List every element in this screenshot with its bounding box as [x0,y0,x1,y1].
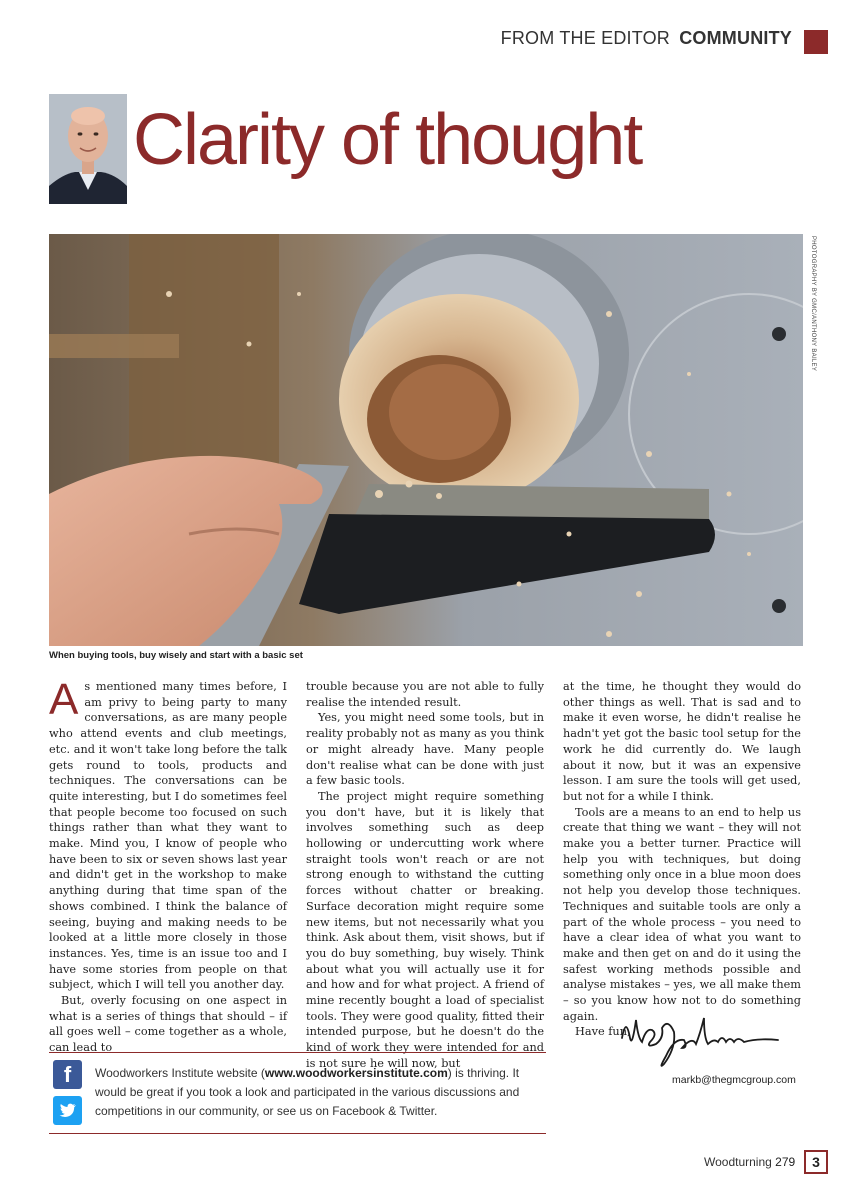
photo-caption: When buying tools, buy wisely and start with a basic set [49,650,303,661]
community-text-suffix: ) is thriving. It would be great if you took a look and participated in the various discussions and competitions in our community, or see us on Facebook & Twitter. [95,1066,520,1118]
folio [704,1155,795,1169]
magazine-name: Woodturning [704,1155,772,1169]
editor-email[interactable]: markb@thegmcgroup.com [672,1074,796,1086]
paragraph-text: s mentioned many times before, I am privy to being party to many conversations, as are many people who attend events and club meetings, etc. and it won't take long before the talk gets round to tools, products and techniques. The conversations can be quite interesting, but I do sometimes feel that people become too focused on such things rather than what they want to make. Mind you, I know of people who have been to six or seven shows last year and didn't get in the workshop to make anything during that time span of the shows combined. I think the balance of seeing, buying and making needs to be looked at a little more closely in those instances. Yes, time is an issue too and I have some stories from people on that subject, which I will tell you another day. [49,680,287,992]
article-column-2 [306,679,544,1072]
article-paragraph [49,675,287,993]
editor-signature [618,1008,788,1072]
page-number: 3 [804,1150,828,1174]
website-link[interactable]: www.woodworkersinstitute.com [264,1066,448,1080]
section-marker [804,30,828,54]
article-paragraph: at the time, he thought they would do other things as well. That is sad and to make it even worse, he didn't realise he hadn't yet got the basic tool setup for the work he did currently do. We laugh about it now, but it was an expensive lesson. I am sure the tools will get used, but not for a while I think. [563,680,801,803]
drop-cap: A [49,675,79,724]
page-title: Clarity of thought [133,100,642,180]
facebook-icon[interactable]: f [53,1060,82,1089]
section-prefix: FROM THE EDITOR [500,28,670,48]
issue-number: 279 [775,1155,796,1169]
article-paragraph: Tools are a means to an end to help us create that thing we want – they will not make you a better turner. Practice will help you with techniques, but doing something only once in a blue moon does not help you develop those techniques. Techniques and suitable tools are only a part of the whole process – you need to have a clear idea of what you want to make and then get on and do it using the safest working methods possible and analyse mistakes – yes, we all make them – so you know how not to do something again. [563,805,801,1023]
section-header [501,28,792,49]
article-paragraph: Yes, you might need some tools, but in reality probably not as many as you think or might already have. Many people don't realise what can be done with just a few basic tools. [306,711,544,788]
article-paragraph: trouble because you are not able to fully realise the intended result. [306,680,544,709]
community-box [49,1052,546,1134]
photo-credit [806,236,816,372]
section-name: COMMUNITY [679,28,792,48]
community-text [95,1064,535,1121]
article-column-1 [49,675,287,1056]
editor-portrait [49,94,127,204]
article-paragraph: The project might require something you don't have, but it is likely that involves something such as deep hollowing or undercutting work where straight tools won't reach or are not strong enough to withstand the cutting forces without chatter or breaking. Surface decoration might require some new items, but not necessarily what you think. Ask about them, visit shows, but if you do buy something, buy wisely. Think about what you will actually use it for and how and for what project. A friend of mine recently bought a load of specialist tools. They were good quality, fitted their intended purpose, but he doesn't do the kind of work they were intended for and is not sure he will now, but [306,789,544,1070]
article-signoff: Have fun, [575,1025,631,1039]
woodturning-photo [49,234,803,646]
photo-credit-text: PHOTOGRAPHY BY GMC/ANTHONY BAILEY [810,236,816,372]
article-column-3 [563,679,801,1040]
twitter-icon[interactable] [53,1096,82,1125]
community-text-prefix: Woodworkers Institute website ( [95,1066,265,1080]
article-paragraph: But, overly focusing on one aspect in what is a series of things that should – if all goes well – come together as a whole, can lead to [49,994,287,1055]
